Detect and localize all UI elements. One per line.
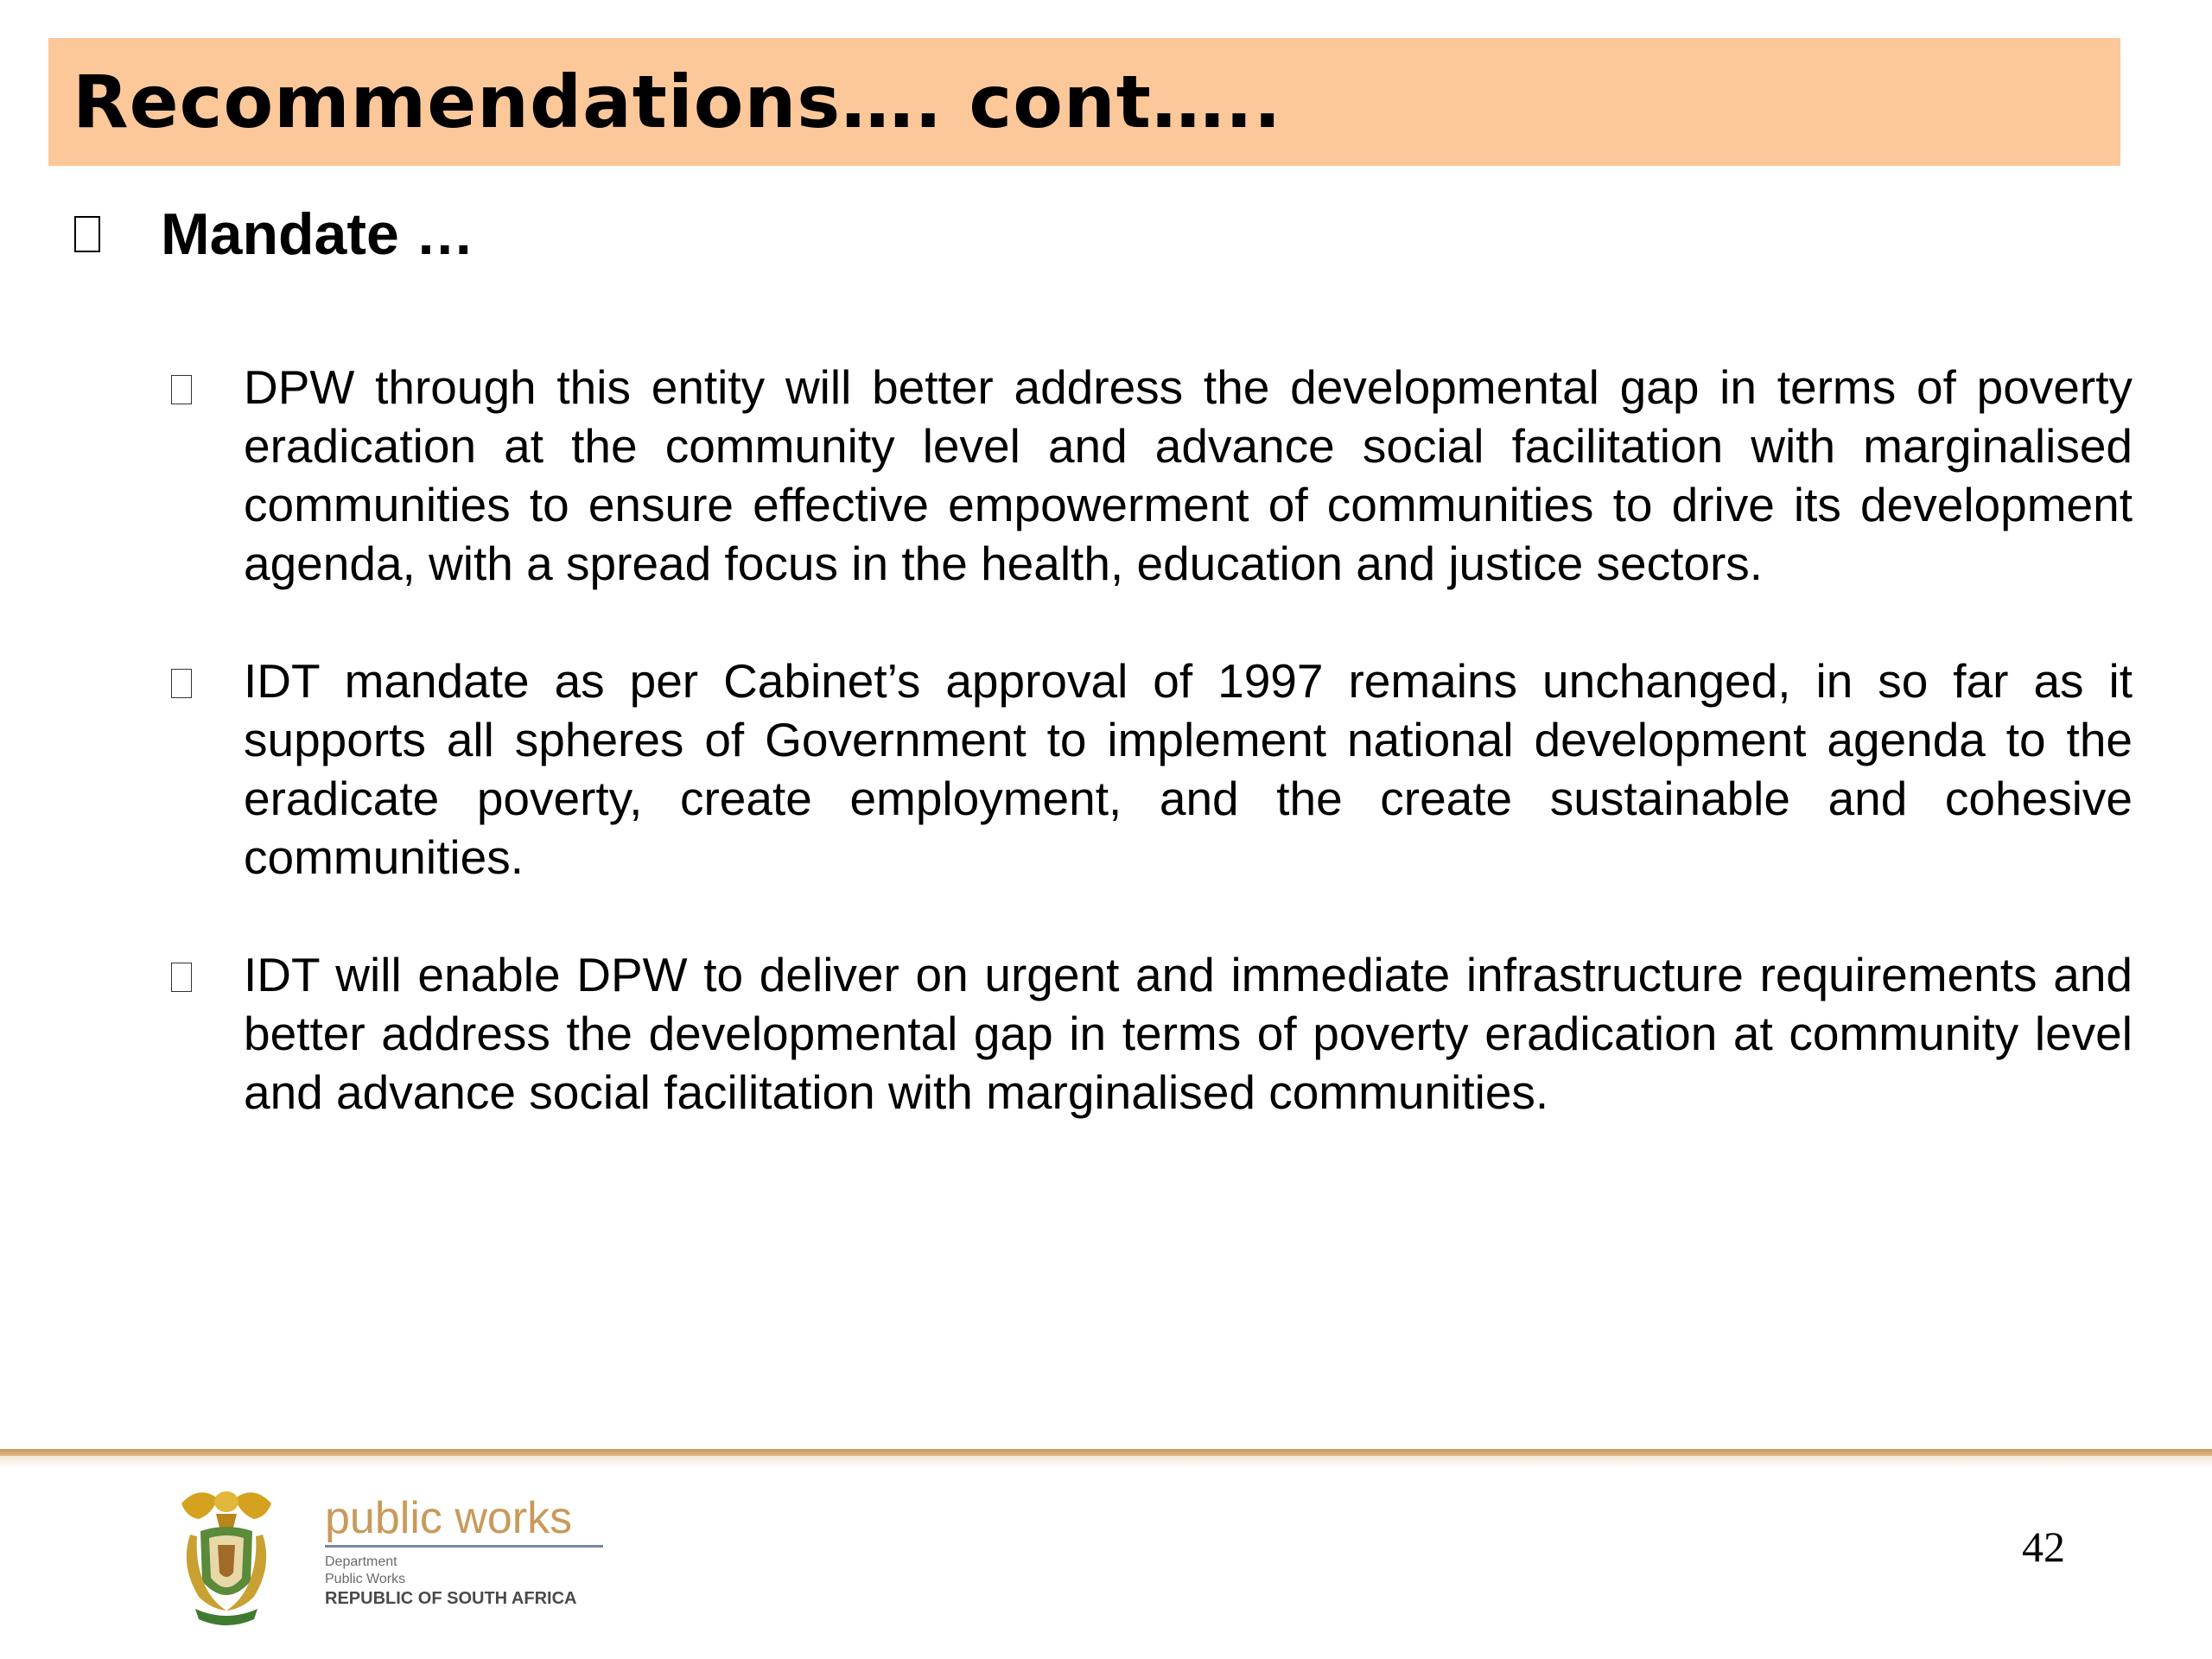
bullet-item — [171, 652, 2133, 887]
logo-line-1: Department — [325, 1554, 397, 1569]
bullet-box-icon — [171, 669, 192, 698]
bullet-item — [171, 945, 2133, 1122]
slide-title: Recommendations…. cont….. — [73, 60, 1282, 144]
logo-line-2: Public Works — [325, 1572, 406, 1586]
bullet-box-icon — [74, 216, 100, 252]
public-works-logo — [164, 1479, 631, 1635]
bullet-text: DPW through this entity will better address the developmental gap in terms of poverty eradication at the community level and advance social facilitation with marginalised communities to ensure effective empowerment of communities to drive its development agenda, with a spread focus in the health, education and justice sectors. — [244, 360, 2133, 590]
section-label: Mandate … — [161, 201, 474, 267]
coat-of-arms-icon — [181, 1491, 271, 1625]
title-bar — [48, 38, 2120, 166]
footer-rule-shadow — [0, 1456, 2212, 1468]
section-heading — [74, 195, 474, 273]
logo-name: public works — [325, 1493, 573, 1543]
bullet-text: IDT will enable DPW to deliver on urgent and immediate infrastructure requirements and better address the developmental gap in terms of poverty eradication at community level and advance social facilitation with marginalised communities. — [244, 948, 2133, 1119]
bullet-item — [171, 358, 2133, 593]
bullet-box-icon — [171, 375, 192, 404]
footer-rule — [0, 1449, 2212, 1456]
bullet-text: IDT mandate as per Cabinet’s approval of 1997 remains unchanged, in so far as it supports all spheres of Government to implement national development agenda to the eradicate poverty, create employment, and the create sustainable and cohesive communities. — [244, 654, 2133, 884]
bullet-list — [171, 358, 2133, 1180]
bullet-box-icon — [171, 963, 192, 992]
page-number: 42 — [2022, 1522, 2065, 1571]
logo-line-3: REPUBLIC OF SOUTH AFRICA — [325, 1589, 577, 1608]
